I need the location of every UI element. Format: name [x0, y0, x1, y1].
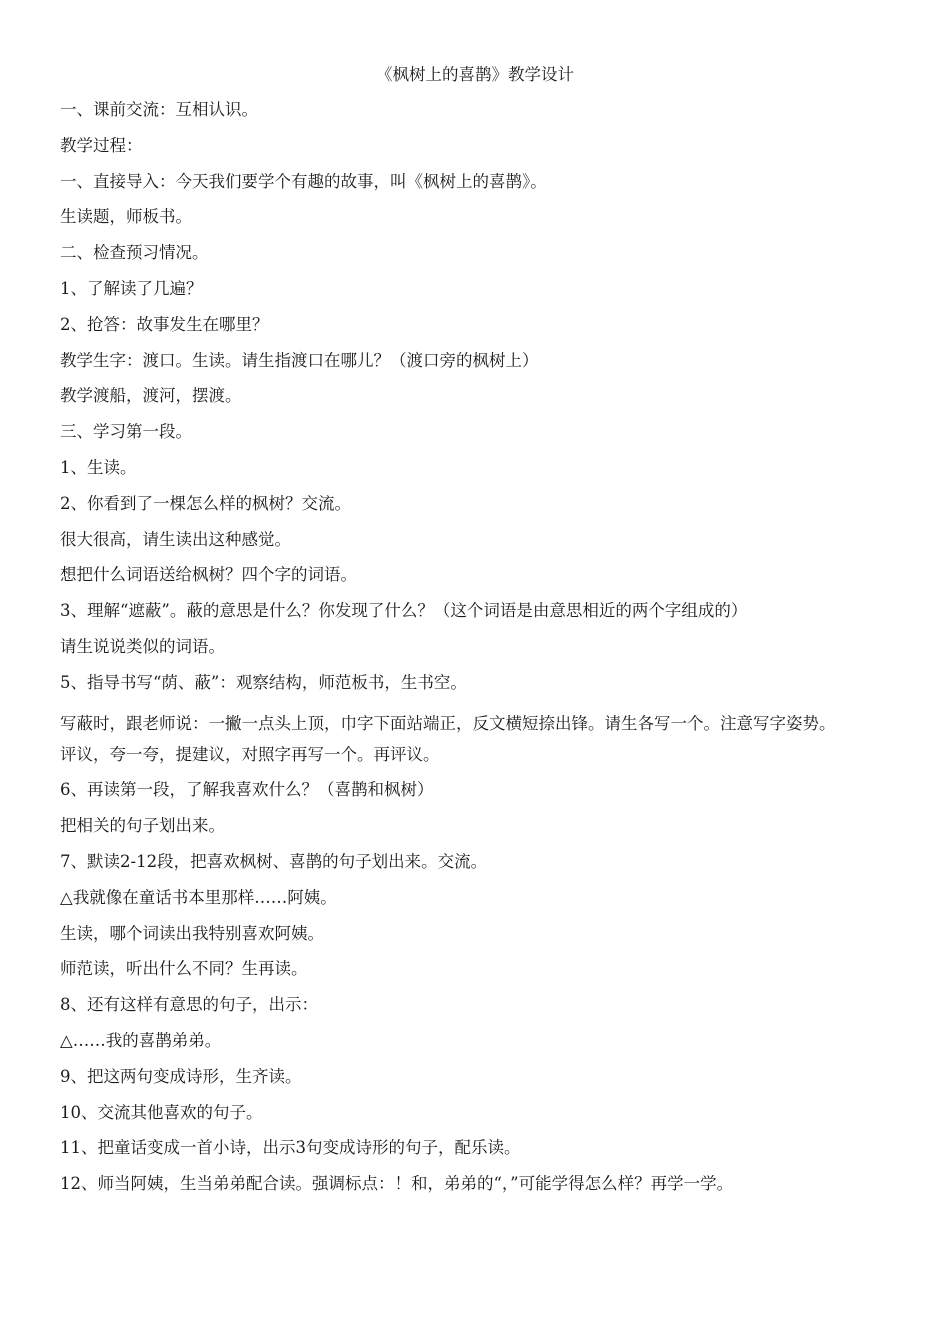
paragraph: 12、师当阿姨，生当弟弟配合读。强调标点：！和，弟弟的“，”可能学得怎么样？再学一学。: [60, 1174, 734, 1194]
paragraph: 生读题，师板书。: [60, 207, 192, 227]
paragraph: 评议，夸一夸，提建议，对照字再写一个。再评议。: [60, 744, 440, 764]
paragraph: 9、把这两句变成诗形，生齐读。: [60, 1066, 302, 1086]
paragraph: 2、抢答：故事发生在哪里？: [60, 314, 269, 334]
paragraph: 一、直接导入：今天我们要学个有趣的故事，叫《枫树上的喜鹊》。: [60, 171, 547, 191]
paragraph: 师范读，听出什么不同？生再读。: [60, 959, 308, 979]
document-body: [60, 98, 892, 1208]
paragraph: 教学渡船，渡河，摆渡。: [60, 386, 242, 406]
paragraph: 教学过程：: [60, 135, 143, 155]
paragraph: △我就像在童话书本里那样……阿姨。: [60, 887, 337, 907]
paragraph: 10、交流其他喜欢的句子。: [60, 1102, 263, 1122]
paragraph: 1、了解读了几遍？: [60, 278, 203, 298]
paragraph: 5、指导书写“荫、蔽”：观察结构，师范板书，生书空。: [60, 672, 467, 692]
paragraph: 11、把童话变成一首小诗，出示3句变成诗形的句子，配乐读。: [60, 1138, 521, 1158]
paragraph: 2、你看到了一棵怎么样的枫树？交流。: [60, 493, 351, 513]
paragraph: 想把什么词语送给枫树？四个字的词语。: [60, 565, 357, 585]
paragraph: 7、默读2-12段，把喜欢枫树、喜鹊的句子划出来。交流。: [60, 851, 488, 871]
paragraph: 把相关的句子划出来。: [60, 816, 225, 836]
paragraph: △……我的喜鹊弟弟。: [60, 1030, 222, 1050]
paragraph: 8、还有这样有意思的句子，出示：: [60, 995, 318, 1015]
paragraph: 生读，哪个词读出我特别喜欢阿姨。: [60, 923, 324, 943]
document-title: 《枫树上的喜鹊》教学设计: [376, 65, 574, 84]
paragraph: 二、检查预习情况。: [60, 243, 209, 263]
paragraph: 教学生字：渡口。生读。请生指渡口在哪儿？（渡口旁的枫树上）: [60, 350, 539, 370]
paragraph: 一、课前交流：互相认识。: [60, 100, 258, 119]
paragraph: 写蔽时，跟老师说：一撇一点头上顶，巾字下面站端正，反文横短捺出锋。请生各写一个。注意写字姿势。: [60, 713, 836, 733]
paragraph: 1、生读。: [60, 457, 137, 477]
paragraph: 6、再读第一段，了解我喜欢什么？（喜鹊和枫树）: [60, 780, 434, 800]
paragraph: 3、理解“遮蔽”。蔽的意思是什么？你发现了什么？（这个词语是由意思相近的两个字组成的）: [60, 601, 748, 621]
paragraph: 很大很高，请生读出这种感觉。: [60, 529, 291, 549]
paragraph: 请生说说类似的词语。: [60, 636, 225, 656]
paragraph: 三、学习第一段。: [60, 422, 192, 442]
